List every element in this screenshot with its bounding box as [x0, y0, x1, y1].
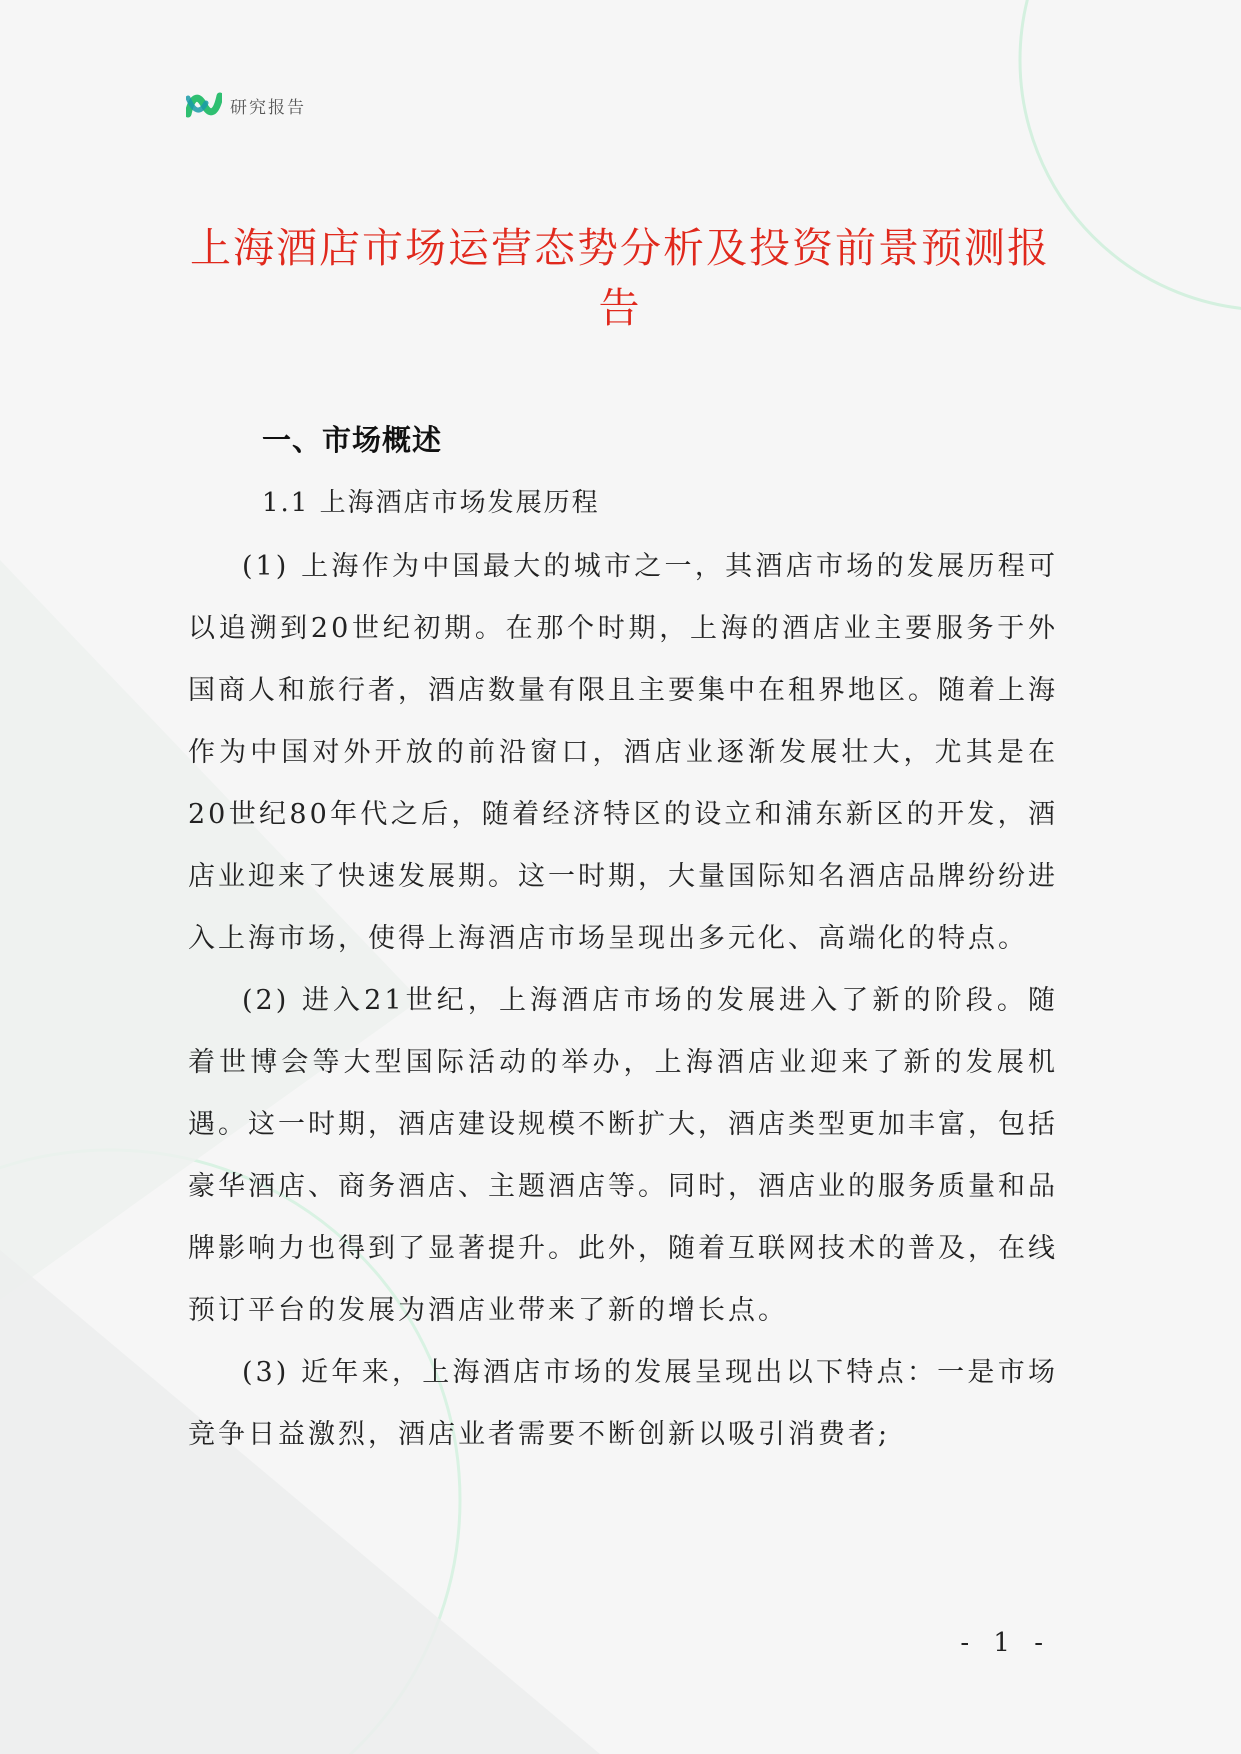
paragraph-2: (2) 进入21世纪，上海酒店市场的发展进入了新的阶段。随着世博会等大型国际活动的举办，上海酒店业迎来了新的发展机遇。这一时期，酒店建设规模不断扩大，酒店类型更加丰富，包括豪华酒店、商务酒店、主题酒店等。同时，酒店业的服务质量和品牌影响力也得到了显著提升。此外，随着互联网技术的普及，在线预订平台的发展为酒店业带来了新的增长点。 — [188, 985, 1058, 1326]
brand-header — [186, 90, 306, 120]
sub-heading: 1.1 上海酒店市场发展历程 — [262, 488, 600, 518]
paragraph-3: (3) 近年来，上海酒店市场的发展呈现出以下特点：一是市场竞争日益激烈，酒店业者需要不断创新以吸引消费者; — [188, 1357, 1058, 1450]
body-text — [188, 536, 1058, 1466]
brand-label: 研究报告 — [230, 97, 306, 118]
brand-logo-icon — [186, 90, 222, 120]
paragraph-1: (1) 上海作为中国最大的城市之一，其酒店市场的发展历程可以追溯到20世纪初期。在那个时期，上海的酒店业主要服务于外国商人和旅行者，酒店数量有限且主要集中在租界地区。随着上海作为中国对外开放的前沿窗口，酒店业逐渐发展壮大，尤其是在20世纪80年代之后，随着经济特区的设立和浦东新区的开发，酒店业迎来了快速发展期。这一时期，大量国际知名酒店品牌纷纷进入上海市场，使得上海酒店市场呈现出多元化、高端化的特点。 — [188, 551, 1058, 954]
section-heading: 一、市场概述 — [262, 423, 443, 457]
page-number: - 1 - — [960, 1628, 1051, 1658]
document-title: 上海酒店市场运营态势分析及投资前景预测报告 — [190, 224, 1050, 332]
